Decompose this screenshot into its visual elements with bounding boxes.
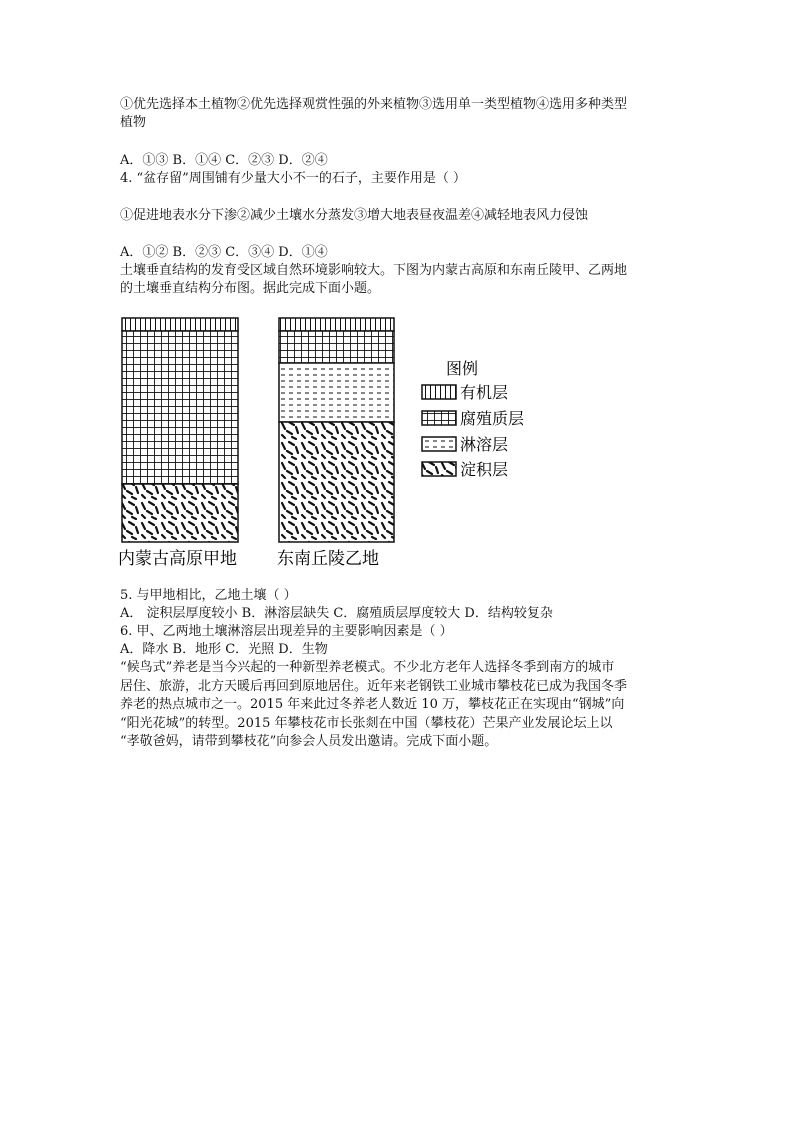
- text-line: “阳光花城”的转型。2015 年攀枝花市长张剡在中国（攀枝花）芒果产业发展论坛上以: [120, 716, 613, 731]
- soil-column-b: [279, 318, 394, 542]
- organic-layer-b: [279, 318, 394, 331]
- text-line: 植物: [120, 115, 147, 130]
- legend-title: 图例: [446, 359, 479, 378]
- answer-options: A． 淀积层厚度较小 B．淋溶层缺失 C．腐殖质层厚度较大 D．结构较复杂: [120, 606, 553, 621]
- text-line: ①优先选择本土植物②优先选择观赏性强的外来植物③选用单一类型植物④选用多种类型: [120, 97, 628, 112]
- question-5: 5. 与甲地相比，乙地土壤（ ）: [120, 588, 297, 603]
- answer-options: A．①② B．②③ C．③④ D．①④: [120, 245, 328, 260]
- text-line: 居住、旅游，北方天暖后再回到原地居住。近年来老钢铁工业城市攀枝花已成为我国冬季: [120, 679, 628, 694]
- leaching-layer-b: [279, 363, 394, 422]
- legend-label-organic: 有机层: [460, 383, 509, 402]
- text-line: 土壤垂直结构的发育受区域自然环境影响较大。下图为内蒙古高原和东南丘陵甲、乙两地: [120, 263, 628, 278]
- legend-label-humus: 腐殖质层: [460, 409, 525, 428]
- text-line: “候鸟式”养老是当今兴起的一种新型养老模式。不少北方老年人选择冬季到南方的城市: [120, 660, 615, 675]
- answer-options: A．降水 B．地形 C．光照 D．生物: [120, 642, 328, 657]
- legend-label-illuvial: 淀积层: [460, 460, 509, 479]
- humus-layer-b: [279, 331, 394, 363]
- legend-swatch-illuvial: [422, 462, 456, 476]
- legend-swatch-leaching: [422, 437, 456, 451]
- soil-column-a: [122, 318, 238, 542]
- legend-swatch-organic: [422, 385, 456, 399]
- text-line: 养老的热点城市之一。2015 年来此过冬养老人数近 10 万，攀枝花正在实现由“钢城”向: [120, 697, 625, 712]
- question-6: 6. 甲、乙两地土壤淋溶层出现差异的主要影响因素是（ ）: [120, 624, 453, 639]
- legend-swatch-humus: [422, 411, 456, 425]
- text-line: 的土壤垂直结构分布图。据此完成下面小题。: [120, 281, 381, 296]
- caption-b: 东南丘陵乙地: [277, 549, 379, 569]
- legend: [422, 359, 524, 479]
- humus-layer-a: [122, 331, 238, 484]
- caption-a: 内蒙古高原甲地: [118, 549, 237, 569]
- legend-label-leaching: 淋溶层: [460, 435, 509, 454]
- answer-options: A．①③ B．①④ C．②③ D．②④: [120, 153, 328, 168]
- text-line: ①促进地表水分下渗②减少土壤水分蒸发③增大地表昼夜温差④减轻地表风力侵蚀: [120, 208, 589, 223]
- text-line: “孝敬爸妈，请带到攀枝花”向参会人员发出邀请。完成下面小题。: [120, 734, 498, 749]
- illuvial-layer-b: [279, 422, 394, 542]
- question-4: 4. “盆存留”周围铺有少量大小不一的石子，主要作用是（ ）: [120, 171, 466, 186]
- organic-layer-a: [122, 318, 238, 331]
- illuvial-layer-a: [122, 484, 238, 542]
